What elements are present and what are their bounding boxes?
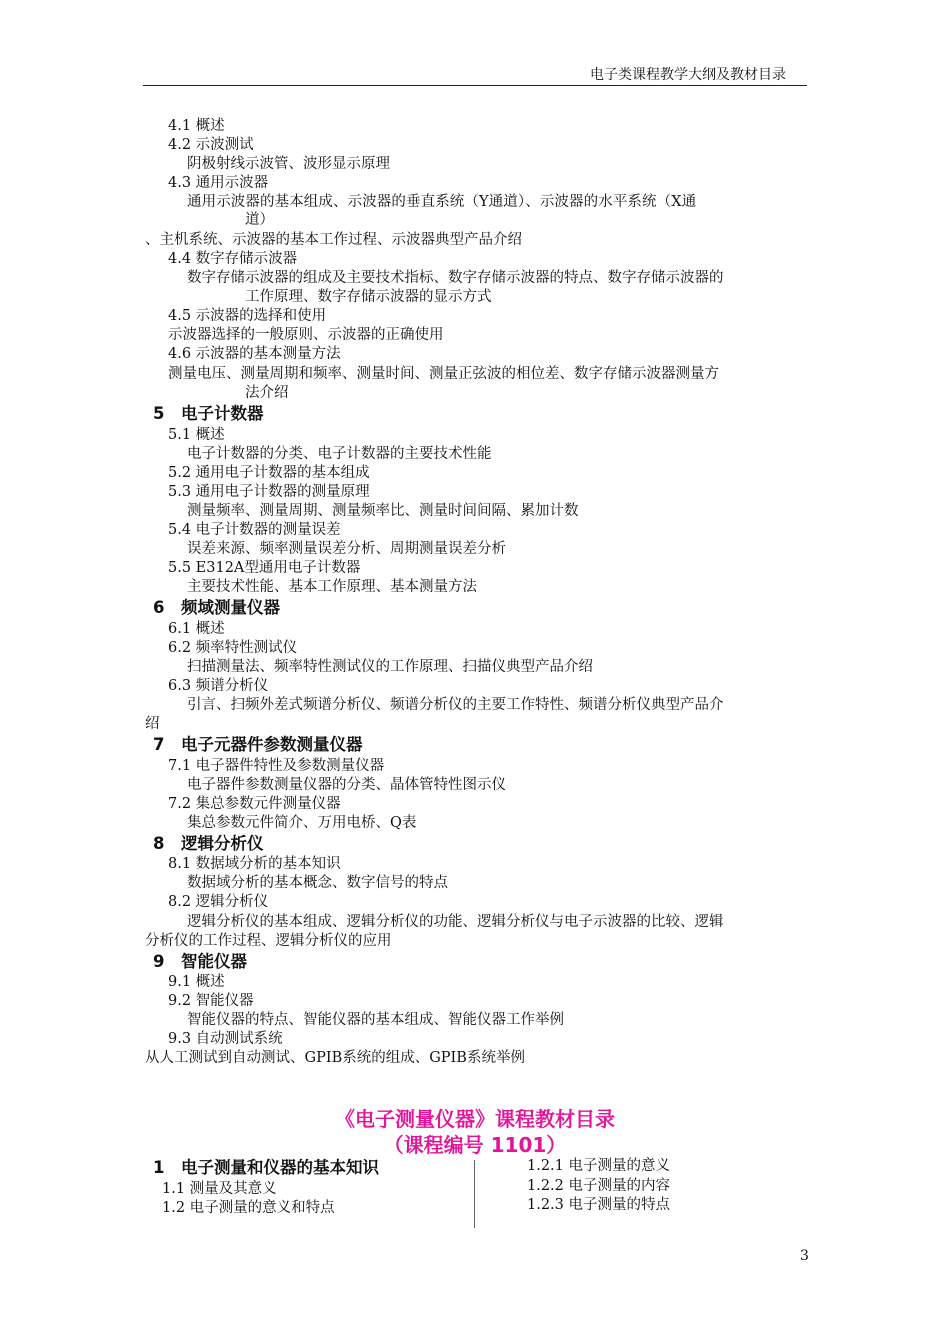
chapter-title: 电子测量和仪器的基本知识 — [181, 1158, 379, 1177]
section-6-2: 6.2 频率特性测试仪 — [168, 640, 298, 656]
header-rule — [143, 85, 807, 86]
section-4-2: 4.2 示波测试 — [168, 137, 254, 153]
section-4-2-desc: 阴极射线示波管、波形显示原理 — [187, 156, 390, 172]
section-9-2: 9.2 智能仪器 — [168, 993, 254, 1009]
section-5-1-desc: 电子计数器的分类、电子计数器的主要技术性能 — [187, 446, 492, 462]
section-4-5: 4.5 示波器的选择和使用 — [168, 308, 327, 324]
catalog-subtitle: （课程编号 1101） — [383, 1133, 567, 1157]
section-4-3-desc-wrap: 、主机系统、示波器的基本工作过程、示波器典型产品介绍 — [145, 232, 522, 248]
section-4-4-desc-cont: 工作原理、数字存储示波器的显示方式 — [245, 289, 492, 305]
section-4-4-desc: 数字存储示波器的组成及主要技术指标、数字存储示波器的特点、数字存储示波器的 — [187, 270, 724, 286]
chapter-number: 9 — [153, 952, 165, 971]
section-4-5-desc: 示波器选择的一般原则、示波器的正确使用 — [168, 327, 444, 343]
catalog-section-1-2-2: 1.2.2 电子测量的内容 — [527, 1178, 671, 1194]
chapter-title: 频域测量仪器 — [181, 598, 280, 617]
chapter-title: 电子元器件参数测量仪器 — [181, 735, 363, 754]
catalog-title: 《电子测量仪器》课程教材目录 — [335, 1107, 615, 1131]
section-5-1: 5.1 概述 — [168, 427, 225, 443]
section-6-1: 6.1 概述 — [168, 621, 225, 637]
section-6-2-desc: 扫描测量法、频率特性测试仪的工作原理、扫描仪典型产品介绍 — [187, 659, 593, 675]
section-4-6-desc-cont: 法介绍 — [245, 385, 289, 401]
section-8-2-desc: 逻辑分析仪的基本组成、逻辑分析仪的功能、逻辑分析仪与电子示波器的比较、逻辑 — [187, 914, 724, 930]
running-header: 电子类课程教学大纲及教材目录 — [590, 67, 786, 83]
section-4-3-desc-cont: 道） — [245, 212, 274, 228]
section-4-4: 4.4 数字存储示波器 — [168, 251, 298, 267]
page-number: 3 — [800, 1248, 809, 1264]
section-6-3-desc: 引言、扫频外差式频谱分析仪、频谱分析仪的主要工作特性、频谱分析仪典型产品介 — [187, 697, 724, 713]
section-5-5: 5.5 E312A型通用电子计数器 — [168, 560, 361, 576]
section-6-3: 6.3 频谱分析仪 — [168, 678, 269, 694]
section-9-2-desc: 智能仪器的特点、智能仪器的基本组成、智能仪器工作举例 — [187, 1012, 564, 1028]
section-4-3-desc: 通用示波器的基本组成、示波器的垂直系统（Y通道）、示波器的水平系统（X通 — [187, 194, 697, 210]
section-4-1: 4.1 概述 — [168, 118, 225, 134]
catalog-chapter-1-heading — [153, 1158, 379, 1178]
section-9-3-desc: 从人工测试到自动测试、GPIB系统的组成、GPIB系统举例 — [145, 1050, 525, 1066]
chapter-5-heading — [153, 404, 264, 424]
chapter-number: 5 — [153, 404, 165, 423]
chapter-9-heading — [153, 952, 247, 972]
catalog-section-1-2-3: 1.2.3 电子测量的特点 — [527, 1197, 671, 1213]
section-7-1-desc: 电子器件参数测量仪器的分类、晶体管特性图示仪 — [187, 777, 506, 793]
section-8-1-desc: 数据域分析的基本概念、数字信号的特点 — [187, 875, 448, 891]
section-5-3: 5.3 通用电子计数器的测量原理 — [168, 484, 370, 500]
section-7-2-desc: 集总参数元件简介、万用电桥、Q表 — [187, 815, 417, 831]
section-6-3-desc-wrap: 绍 — [145, 716, 160, 732]
section-5-4: 5.4 电子计数器的测量误差 — [168, 522, 341, 538]
section-5-5-desc: 主要技术性能、基本工作原理、基本测量方法 — [187, 579, 477, 595]
section-8-2-desc-wrap: 分析仪的工作过程、逻辑分析仪的应用 — [145, 933, 392, 949]
section-4-6-desc: 测量电压、测量周期和频率、测量时间、测量正弦波的相位差、数字存储示波器测量方 — [168, 366, 719, 382]
chapter-number: 7 — [153, 735, 165, 754]
column-divider — [474, 1160, 475, 1228]
catalog-section-1-2: 1.2 电子测量的意义和特点 — [162, 1200, 335, 1216]
section-7-2: 7.2 集总参数元件测量仪器 — [168, 796, 341, 812]
chapter-number: 8 — [153, 834, 165, 853]
section-8-2: 8.2 逻辑分析仪 — [168, 894, 269, 910]
chapter-number: 6 — [153, 598, 165, 617]
section-5-3-desc: 测量频率、测量周期、测量频率比、测量时间间隔、累加计数 — [187, 503, 579, 519]
section-9-3: 9.3 自动测试系统 — [168, 1031, 283, 1047]
section-9-1: 9.1 概述 — [168, 974, 225, 990]
section-5-4-desc: 误差来源、频率测量误差分析、周期测量误差分析 — [187, 541, 506, 557]
chapter-title: 电子计数器 — [181, 404, 264, 423]
chapter-7-heading — [153, 735, 363, 755]
section-7-1: 7.1 电子器件特性及参数测量仪器 — [168, 758, 385, 774]
chapter-title: 逻辑分析仪 — [181, 834, 264, 853]
section-4-6: 4.6 示波器的基本测量方法 — [168, 346, 341, 362]
section-4-3: 4.3 通用示波器 — [168, 175, 269, 191]
catalog-section-1-1: 1.1 测量及其意义 — [162, 1181, 277, 1197]
section-5-2: 5.2 通用电子计数器的基本组成 — [168, 465, 370, 481]
chapter-6-heading — [153, 598, 280, 618]
chapter-number: 1 — [153, 1158, 165, 1177]
chapter-8-heading — [153, 834, 264, 854]
section-8-1: 8.1 数据域分析的基本知识 — [168, 856, 341, 872]
chapter-title: 智能仪器 — [181, 952, 247, 971]
catalog-section-1-2-1: 1.2.1 电子测量的意义 — [527, 1158, 671, 1174]
